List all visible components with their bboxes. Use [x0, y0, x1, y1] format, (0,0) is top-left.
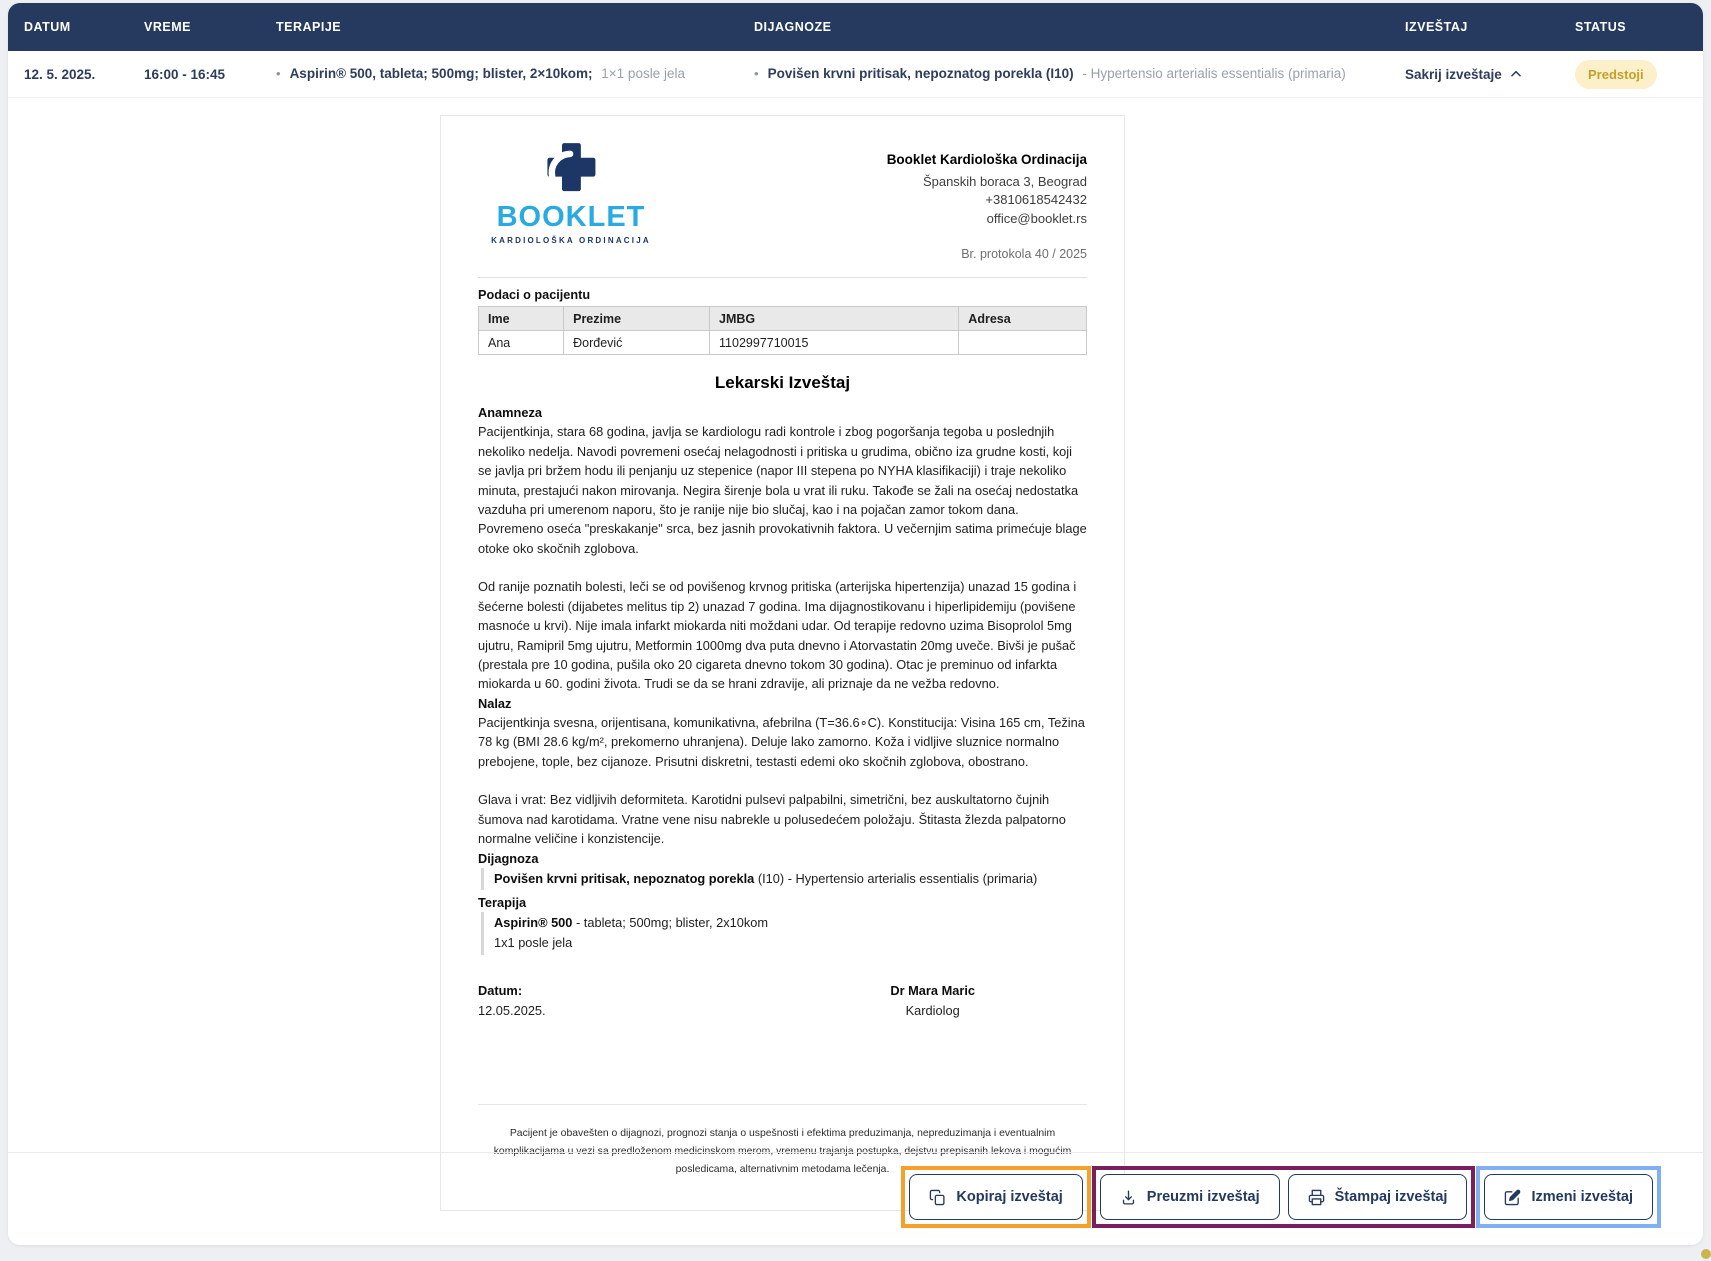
- patient-table: [478, 306, 1087, 355]
- diagnosis-main: Povišen krvni pritisak, nepoznatog porekla (I10): [767, 65, 1074, 81]
- doctor-block: [890, 981, 975, 1022]
- edit-pencil-icon: [1504, 1189, 1521, 1206]
- highlight-box-orange: [901, 1166, 1090, 1228]
- clinic-email: office@booklet.rs: [986, 211, 1087, 227]
- medical-report-document: [440, 115, 1125, 1211]
- logo-subtitle: KARDIOLOŠKA ORDINACIJA: [491, 236, 651, 245]
- hide-reports-label: Sakrij izveštaje: [1405, 66, 1502, 82]
- nalaz-paragraph-2: Glava i vrat: Bez vidljivih deformiteta. Karotidni pulsevi palpabilni, simetrični, bez auskultatorno čujnih šumova nad karotidama. Vratne vene nisu nabrekle u polusedećem položaju. Štitasta žlezda palpatorno normalne veličine i konzistencije.: [478, 792, 1066, 847]
- appointment-time: 16:00 - 16:45: [144, 66, 226, 82]
- status-badge: Predstoji: [1575, 60, 1657, 89]
- column-header-datum: DATUM: [24, 20, 71, 34]
- therapy-main: Aspirin® 500, tableta; 500mg; blister, 2×10kom;: [289, 65, 593, 81]
- clinic-logo: [478, 140, 658, 263]
- column-header-izvestaj: IZVEŠTAJ: [1405, 20, 1468, 34]
- copy-icon: [929, 1189, 946, 1206]
- report-date-block: [478, 981, 546, 1022]
- diagnosis-note: - Hypertensio arterialis essentialis (primaria): [1082, 65, 1346, 81]
- medical-cross-phone-logo: [535, 142, 607, 200]
- doctor-name: Dr Mara Maric: [890, 983, 975, 999]
- anamneza-heading: Anamneza: [478, 405, 543, 421]
- action-bar: [8, 1152, 1703, 1245]
- patient-row: [479, 331, 1087, 355]
- edit-report-button[interactable]: [1484, 1174, 1653, 1220]
- copy-report-label: Kopiraj izveštaj: [956, 1189, 1063, 1205]
- therapy-note: 1×1 posle jela: [601, 65, 685, 81]
- anamneza-paragraph-1: Pacijentkinja, stara 68 godina, javlja se kardiologu radi kontrole i zbog pogoršanja tegoba u poslednjih nekoliko nedelja. Navodi povremeni osećaj nelagodnosti i pritiska u grudima, obično iza grudne kosti, koji se javlja pri bržem hodu ili penjanju uz stepenice (napor III stepena po NYHA klasifikaciji) i traje nekoliko minuta, prestajući nakon mirovanja. Negira širenje bola u vrat ili ruku. Takođe se žali na osećaj nedostatka vazduha pri umerenom naporu, što je ranije nije bio slučaj, kao i na pojačan zamor tokom dana. Povremeno oseća "preskakanje" srca, bez jasnih provokativnih faktora. U večernjim satima primećuje blage otoke oko skočnih zglobova.: [478, 424, 1087, 556]
- recording-indicator-dot: [1701, 1249, 1711, 1259]
- appointment-report-panel: [8, 3, 1703, 1245]
- download-report-button[interactable]: [1100, 1174, 1280, 1220]
- highlight-box-purple: [1092, 1166, 1476, 1228]
- clinic-name: Booklet Kardiološka Ordinacija: [886, 152, 1087, 167]
- terapija-entry-rest: - tableta; 500mg; blister, 2x10kom: [572, 915, 769, 931]
- diagnosis-cell: [754, 65, 1405, 83]
- report-footer-note: Pacijent je obavešten o dijagnozi, prognozi stanja o uspešnosti i efektima preduzimanja, nepreduzimanja i eventualnim komplikacijama u vezi sa predloženom medicinskom merom, vremenu trajanja postupka, dejstvu prepisanih lekova i mogućim posledicama, alternativnim metodama lečenja.: [493, 1127, 1072, 1176]
- protocol-number: Br. protokola 40 / 2025: [961, 247, 1087, 262]
- terapija-entry-bold: Aspirin® 500: [494, 915, 573, 931]
- logo-wordmark: BOOKLET: [496, 201, 646, 233]
- anamneza-paragraph-2: Od ranije poznatih bolesti, leči se od povišenog krvnog pritiska (arterijska hipertenzija) unazad 15 godina i šećerne bolesti (dijabetes melitus tip 2) unazad 7 godina. Ima dijagnostikovanu i hiperlipidemiju (povišene masnoće u krvi). Nije imala infarkt miokarda niti moždani udar. Od terapije redovno uzima Bisoprolol 5mg ujutru, Ramipril 5mg ujutru, Metformin 1000mg dva puta dnevno i Atorvastatin 20mg uveče. Bivši je pušač (prestala pre 10 godina, pušila oko 20 cigareta dnevno tokom 30 godina). Otac je preminuo od infarkta miokarda u 60. godini života. Trudi se da se hrani zdravije, ali priznaje da ne vežba redovno.: [478, 579, 1077, 692]
- column-header-dijagnoze: DIJAGNOZE: [754, 20, 832, 34]
- copy-report-button[interactable]: [909, 1174, 1082, 1220]
- column-header-terapije: TERAPIJE: [276, 20, 342, 34]
- patient-jmbg: 1102997710015: [710, 331, 959, 355]
- appointment-date: 12. 5. 2025.: [24, 66, 96, 82]
- nalaz-heading: Nalaz: [478, 695, 512, 711]
- print-report-button[interactable]: [1288, 1174, 1468, 1220]
- appointment-row: [8, 51, 1703, 98]
- patient-adresa: [959, 331, 1087, 355]
- print-report-label: Štampaj izveštaj: [1334, 1189, 1448, 1205]
- clinic-address: Španskih boraca 3, Beograd: [922, 173, 1087, 189]
- doctor-title: Kardiolog: [905, 1003, 960, 1019]
- letterhead: [478, 140, 1087, 263]
- report-date-label: Datum:: [478, 983, 523, 999]
- terapija-entry: [481, 912, 1087, 955]
- edit-report-label: Izmeni izveštaj: [1531, 1189, 1633, 1205]
- signature-row: [478, 981, 1087, 1022]
- patient-prezime: Đorđević: [564, 331, 710, 355]
- printer-icon: [1308, 1189, 1325, 1206]
- patient-col-ime: Ime: [479, 307, 564, 331]
- highlight-box-blue: [1476, 1166, 1661, 1228]
- report-title: Lekarski Izveštaj: [714, 373, 851, 393]
- column-header-vreme: VREME: [144, 20, 191, 34]
- clinic-phone: +3810618542432: [985, 192, 1087, 208]
- patient-ime: Ana: [479, 331, 564, 355]
- chevron-up-icon: [1509, 67, 1523, 81]
- nalaz-paragraph-1: Pacijentkinja svesna, orijentisana, komunikativna, afebrilna (T=36.6∘C). Konstitucija: Visina 165 cm, Težina 78 kg (BMI 28.6 kg/m², prekomerno uhranjena). Deluje lako zamorno. Koža i vidljive sluznice normalno prebojene, tople, bez cijanoze. Prisutni diskretni, testasti edemi oko skočnih zglobova, obostrano.: [478, 714, 1085, 769]
- download-report-label: Preuzmi izveštaj: [1146, 1189, 1260, 1205]
- patient-col-jmbg: JMBG: [710, 307, 959, 331]
- table-header-row: [8, 3, 1703, 51]
- patient-col-adresa: Adresa: [959, 307, 1087, 331]
- dijagnoza-entry-rest: (I10) - Hypertensio arterialis essentialis (primaria): [754, 870, 1038, 886]
- patient-section-title: Podaci o pacijentu: [478, 288, 591, 303]
- terapija-heading: Terapija: [478, 895, 527, 911]
- column-header-status: STATUS: [1575, 20, 1627, 34]
- letterhead-divider: [478, 277, 1087, 278]
- patient-col-prezime: Prezime: [564, 307, 710, 331]
- dijagnoza-entry: [481, 868, 1087, 891]
- dijagnoza-heading: Dijagnoza: [478, 850, 539, 866]
- dijagnoza-entry-bold: Povišen krvni pritisak, nepoznatog porekla: [494, 870, 755, 886]
- clinic-contact-block: [887, 140, 1087, 263]
- hide-reports-toggle[interactable]: [1405, 67, 1575, 82]
- therapy-cell: [276, 65, 754, 83]
- download-icon: [1120, 1189, 1137, 1206]
- terapija-dose: 1x1 posle jela: [494, 935, 573, 951]
- report-date-value: 12.05.2025.: [478, 1003, 546, 1019]
